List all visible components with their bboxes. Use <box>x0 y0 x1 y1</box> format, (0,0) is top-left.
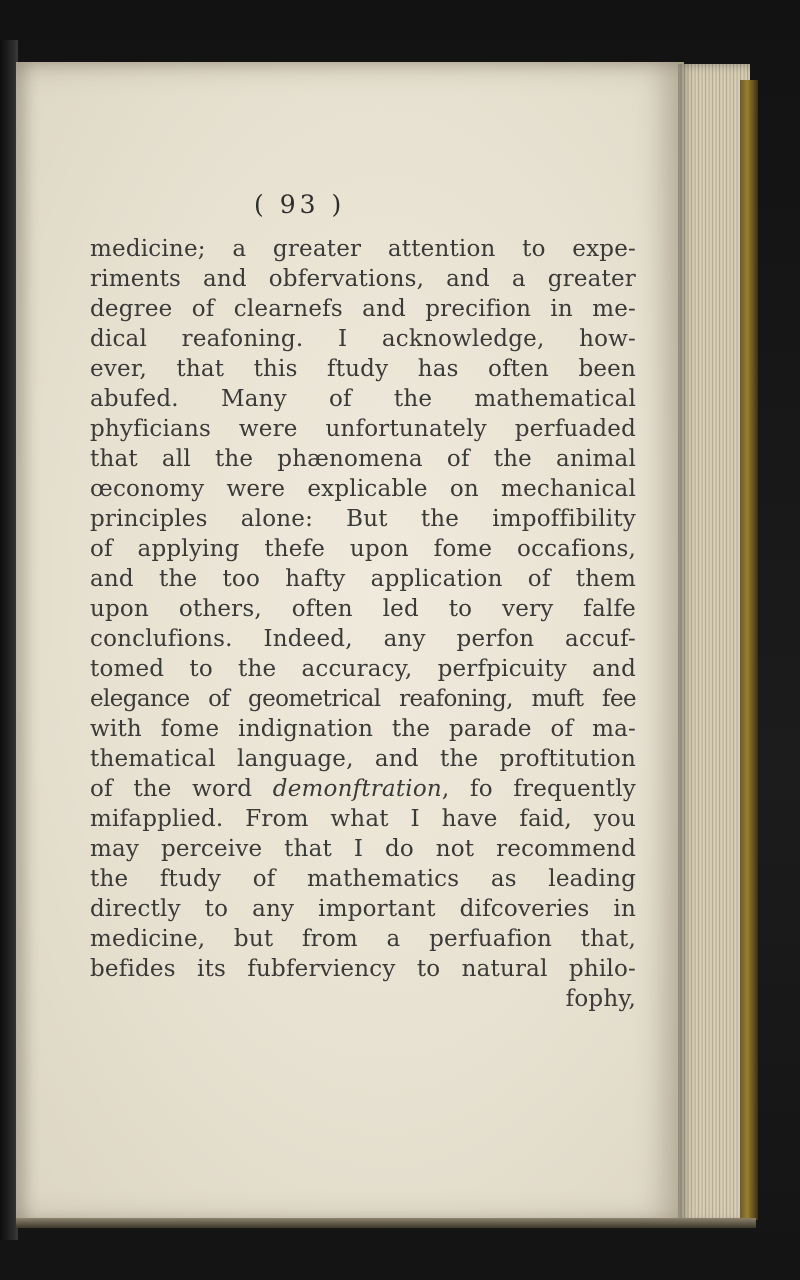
text-span: of the word <box>90 776 273 802</box>
italic-word: demonftration <box>272 776 442 802</box>
text-line-with-italic <box>90 774 636 804</box>
bottom-edge <box>16 1218 756 1228</box>
text-line: principles alone: But the impoffibility <box>90 506 636 532</box>
text-line: mifapplied. From what I have faid, you <box>90 806 636 832</box>
page-number: ( 93 ) <box>254 190 346 219</box>
text-line: befides its fubferviency to natural philo- <box>90 956 636 982</box>
text-line: the ftudy of mathematics as leading <box>90 866 636 892</box>
text-line: and the too hafty application of them <box>90 566 636 592</box>
text-line: directly to any important difcoveries in <box>90 896 636 922</box>
text-span: , fo frequently <box>441 776 636 802</box>
spine <box>740 80 758 1220</box>
text-line: upon others, often led to very falfe <box>90 596 636 622</box>
text-line: degree of clearnefs and precifion in me- <box>90 296 636 322</box>
text-line: œconomy were explicable on mechanical <box>90 476 636 502</box>
text-line: phyficians were unfortunately perfuaded <box>90 416 636 442</box>
text-line: ever, that this ftudy has often been <box>90 356 636 382</box>
text-line: conclufions. Indeed, any perfon accuf- <box>90 626 636 652</box>
text-line: abufed. Many of the mathematical <box>90 386 636 412</box>
text-line: of applying thefe upon fome occafions, <box>90 536 636 562</box>
text-line: thematical language, and the proftitution <box>90 746 636 772</box>
text-line: elegance of geometrical reafoning, muft fee <box>90 686 636 712</box>
text-line: riments and obfervations, and a greater <box>90 266 636 292</box>
text-line: tomed to the accuracy, perfpicuity and <box>90 656 636 682</box>
text-line: that all the phænomena of the animal <box>90 446 636 472</box>
text-line: with fome indignation the parade of ma- <box>90 716 636 742</box>
text-line: may perceive that I do not recommend <box>90 836 636 862</box>
text-line: medicine; a greater attention to expe- <box>90 236 636 262</box>
text-line: medicine, but from a perfuafion that, <box>90 926 636 952</box>
catchword: fophy, <box>565 986 636 1012</box>
text-line: dical reafoning. I acknowledge, how- <box>90 326 636 352</box>
